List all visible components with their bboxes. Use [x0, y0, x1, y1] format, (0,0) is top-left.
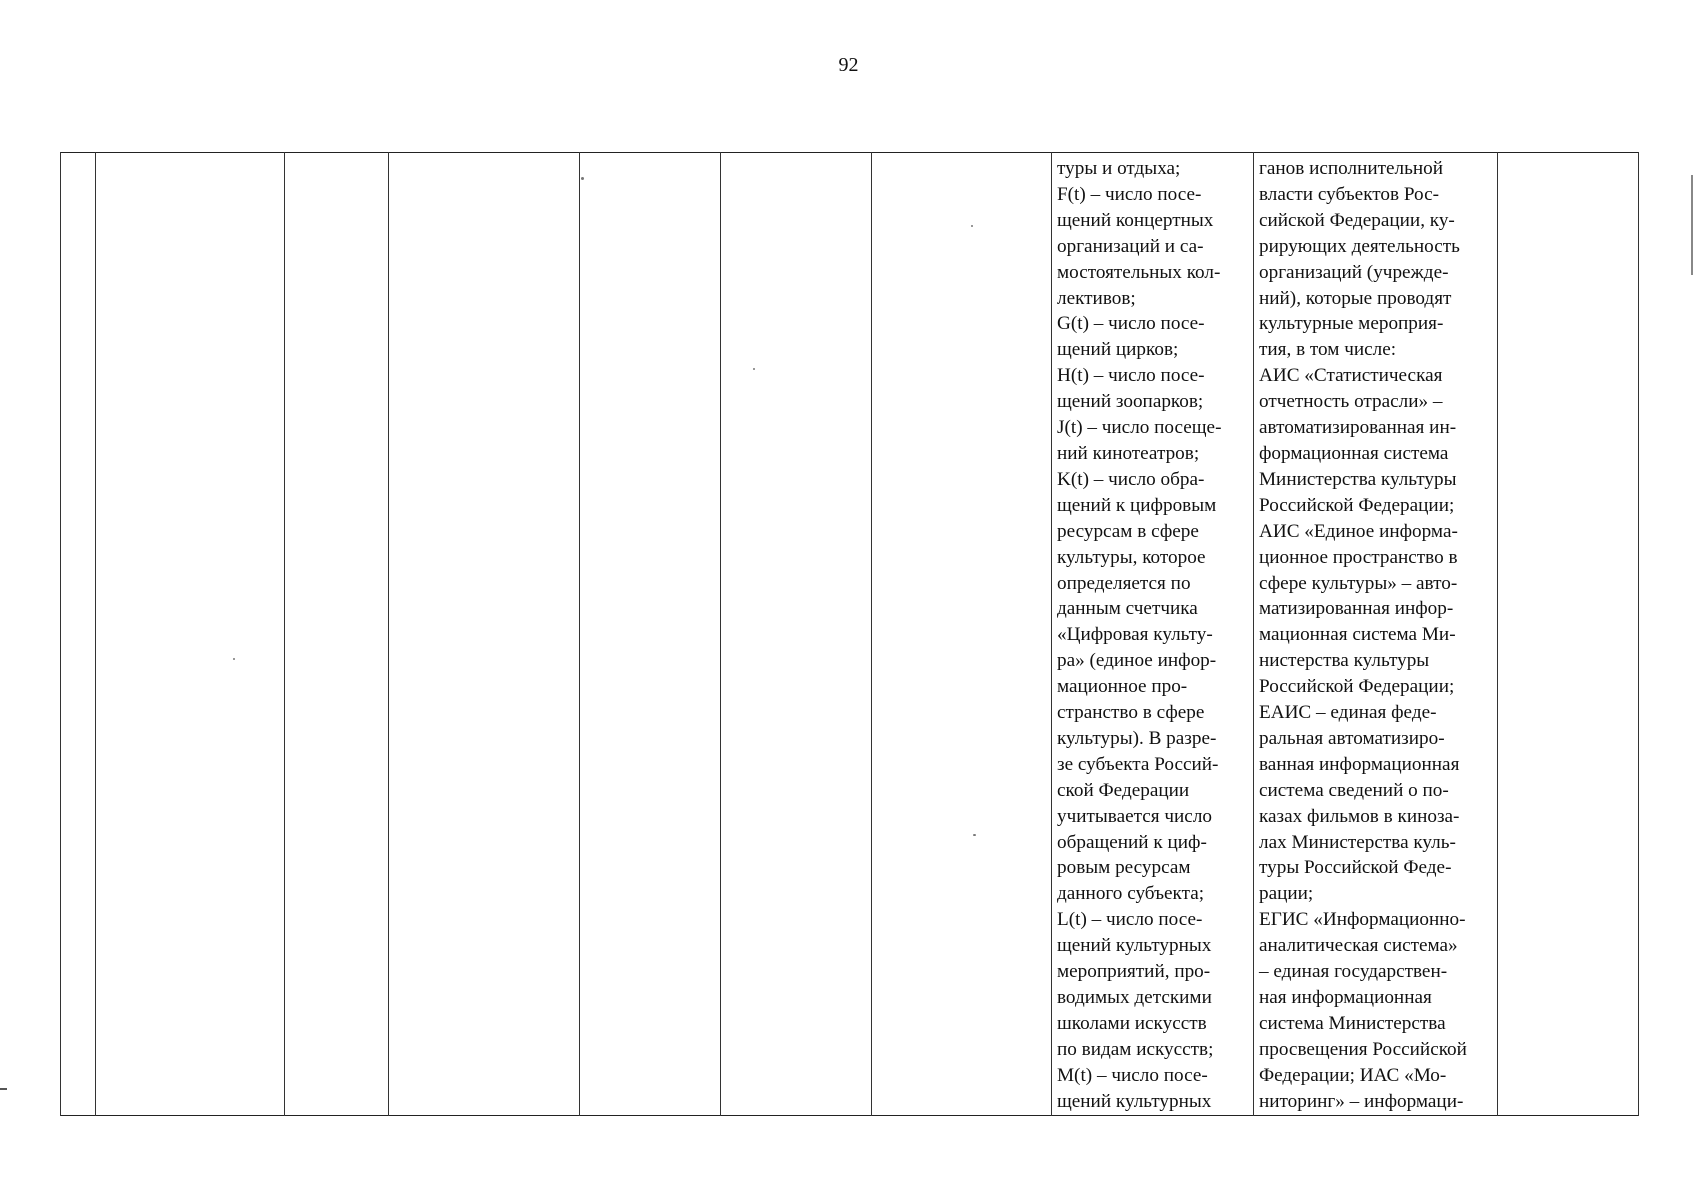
text-line: G(t) – число посе- [1057, 313, 1205, 335]
table-cell-number [61, 153, 96, 1116]
scan-speck [581, 177, 584, 180]
table-cell-unit [285, 153, 389, 1116]
text-line: ная информационная [1259, 987, 1432, 1008]
text-line: сфере культуры» – авто- [1259, 572, 1458, 594]
table-cell-responsible [1498, 153, 1639, 1116]
text-line: K(t) – число обра- [1057, 468, 1205, 490]
text-line: щений культурных [1057, 1090, 1212, 1112]
text-line: ЕАИС – единая феде- [1259, 702, 1437, 724]
text-line: тия, в том числе: [1259, 339, 1397, 361]
text-line: аналитическая система» [1259, 935, 1458, 957]
text-line: зе субъекта Россий- [1057, 753, 1219, 775]
scan-speck [971, 225, 973, 227]
text-line: ний кинотеатров; [1057, 442, 1200, 464]
text-line: ванная информационная [1259, 753, 1460, 775]
text-line: просвещения Российской [1259, 1038, 1467, 1060]
table-cell-formula [872, 153, 1052, 1116]
text-line: «Цифровая культу- [1057, 624, 1213, 646]
page-number: 92 [838, 54, 859, 76]
scan-speck [753, 368, 755, 370]
text-line: ционное пространство в [1259, 546, 1458, 568]
text-line: определяется по [1057, 572, 1191, 594]
text-line: матизированная инфор- [1259, 598, 1454, 620]
text-line: J(t) – число посеще- [1057, 417, 1222, 439]
scan-speck [233, 658, 235, 660]
text-line: сийской Федерации, ку- [1259, 209, 1455, 231]
text-line: L(t) – число посе- [1057, 909, 1203, 931]
text-line: щений концертных [1057, 209, 1214, 231]
text-line: власти субъектов Рос- [1259, 183, 1440, 205]
indicator-table [60, 152, 1639, 1116]
text-line: АИС «Единое информа- [1259, 520, 1458, 542]
text-line: ний), которые проводят [1259, 287, 1452, 309]
text-line: мационная система Ми- [1259, 624, 1456, 646]
text-line: формационная система [1259, 442, 1449, 464]
text-line: лективов; [1057, 287, 1136, 309]
text-line: ганов исполнительной [1259, 158, 1443, 179]
text-line: рирующих деятельность [1259, 235, 1460, 257]
text-line: ровым ресурсам [1057, 857, 1191, 879]
text-line: водимых детскими [1057, 987, 1212, 1008]
text-line: ской Федерации [1057, 779, 1190, 801]
text-line: рации; [1259, 883, 1314, 905]
scan-edge-mark [1691, 175, 1693, 275]
text-line: – единая государствен- [1259, 961, 1448, 983]
text-line: Федерации; ИАС «Мо- [1259, 1064, 1447, 1086]
scan-speck [973, 834, 976, 836]
text-line: мационное про- [1057, 676, 1188, 698]
text-line: щений цирков; [1057, 339, 1179, 361]
text-line: ральная автоматизиро- [1259, 727, 1445, 749]
text-line: мостоятельных кол- [1057, 261, 1221, 283]
text-line: школами искусств [1057, 1012, 1207, 1034]
text-line: обращений к циф- [1057, 831, 1207, 853]
indicator-description-text [1052, 153, 1253, 1115]
text-line: лах Министерства куль- [1259, 831, 1456, 853]
text-line: F(t) – число посе- [1057, 183, 1202, 205]
text-line: M(t) – число посе- [1057, 1064, 1208, 1086]
text-line: система сведений о по- [1259, 779, 1449, 801]
text-line: ниторинг» – информаци- [1259, 1090, 1464, 1112]
text-line: организаций и са- [1057, 235, 1204, 257]
text-line: культуры). В разре- [1057, 727, 1217, 749]
text-line: отчетность отрасли» – [1259, 391, 1443, 413]
text-line: культурные мероприя- [1259, 313, 1444, 335]
text-line: мероприятий, про- [1057, 961, 1211, 983]
text-line: культуры, которое [1057, 546, 1206, 568]
table-row [61, 153, 1639, 1116]
scan-edge-mark [0, 1088, 7, 1090]
text-line: по видам искусств; [1057, 1038, 1214, 1060]
table-cell-definition [389, 153, 580, 1116]
text-line: Российской Федерации; [1259, 676, 1455, 698]
text-line: ресурсам в сфере [1057, 520, 1199, 542]
text-line: нистерства культуры [1259, 650, 1430, 672]
table-cell-data-sources [1254, 153, 1498, 1116]
table-cell-indicator-description [1052, 153, 1254, 1116]
text-line: организаций (учрежде- [1259, 261, 1449, 283]
table-cell-periodicity [580, 153, 721, 1116]
text-line: щений культурных [1057, 935, 1212, 957]
text-line: щений зоопарков; [1057, 391, 1204, 413]
text-line: Министерства культуры [1259, 468, 1457, 490]
text-line: туры и отдыха; [1057, 158, 1181, 179]
text-line: автоматизированная ин- [1259, 417, 1457, 439]
text-line: казах фильмов в киноза- [1259, 805, 1460, 827]
table-cell-method [721, 153, 872, 1116]
text-line: щений к цифровым [1057, 494, 1217, 516]
text-line: ЕГИС «Информационно- [1259, 909, 1466, 931]
text-line: странство в сфере [1057, 702, 1205, 724]
text-line: туры Российской Феде- [1259, 857, 1452, 879]
text-line: ра» (единое инфор- [1057, 650, 1217, 672]
text-line: H(t) – число посе- [1057, 365, 1205, 387]
text-line: система Министерства [1259, 1012, 1446, 1034]
data-sources-text [1254, 153, 1497, 1115]
text-line: Российской Федерации; [1259, 494, 1455, 516]
table-cell-indicator-name [96, 153, 285, 1116]
text-line: учитывается число [1057, 805, 1212, 827]
text-line: данным счетчика [1057, 598, 1198, 620]
text-line: АИС «Статистическая [1259, 365, 1443, 387]
text-line: данного субъекта; [1057, 883, 1205, 905]
